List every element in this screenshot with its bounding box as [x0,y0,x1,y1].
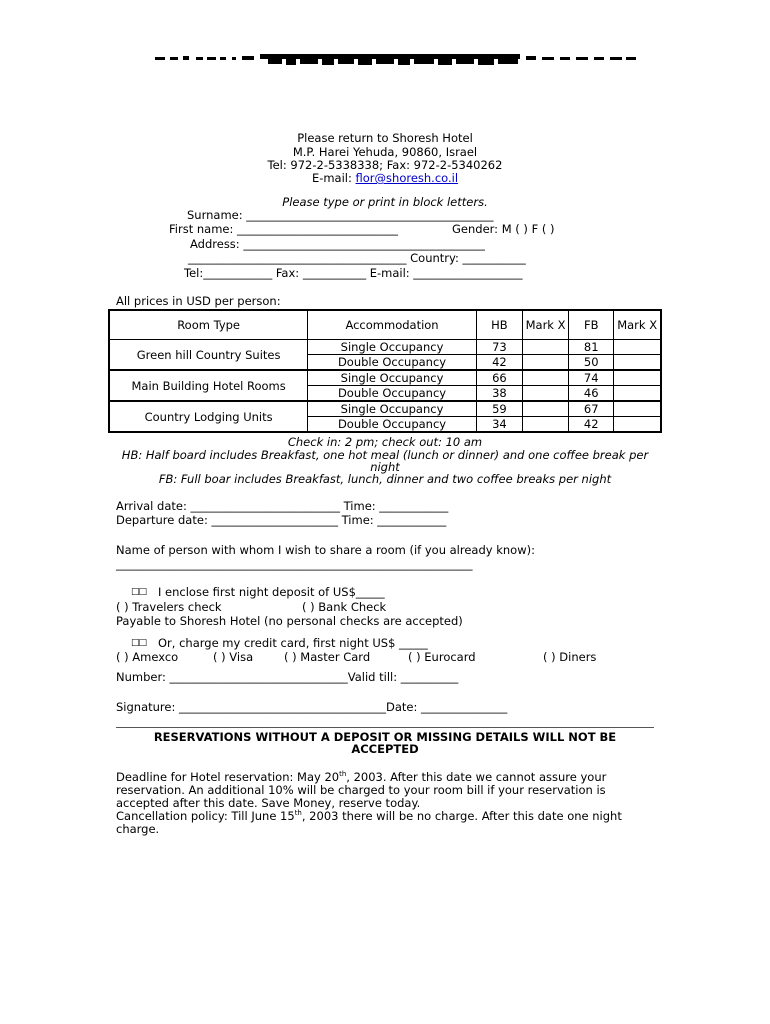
card-number-field[interactable]: Number: _______________________________Valid till: __________ [116,670,459,684]
hb-price: 38 [476,386,522,402]
mark-hb-checkbox[interactable] [522,386,568,402]
mark-hb-checkbox[interactable] [522,340,568,355]
room-type-cell: Country Lodging Units [109,401,308,432]
departure-date-field[interactable]: Departure date: ______________________ Time: ____________ [116,513,447,527]
fb-price: 50 [569,355,614,371]
hb-note-continued: night [370,460,400,474]
travelers-check-option[interactable]: ( ) Travelers check [116,600,222,614]
share-room-question: Name of person with whom I wish to share a room (if you already know): [116,543,535,557]
surname-field[interactable]: Surname: ___________________________________________ [187,208,494,222]
col-accommodation: Accommodation [308,310,477,340]
fb-price: 67 [569,401,614,417]
country-field[interactable]: ______________________________________ Country: ___________ [188,251,526,265]
deadline-line-3: accepted after this date. Save Money, reserve today. [116,796,421,810]
mark-hb-checkbox[interactable] [522,355,568,371]
prices-heading: All prices in USD per person: [116,294,281,308]
cancellation-line-2: charge. [116,822,160,836]
hb-price: 42 [476,355,522,371]
price-table [108,309,662,433]
share-room-field[interactable]: ______________________________________________________________ [116,557,473,571]
accommodation-cell: Double Occupancy [308,386,477,402]
deadline-line-2: reservation. An additional 10% will be charged to your room bill if your reservation is [116,783,606,797]
hb-note: HB: Half board includes Breakfast, one hot meal (lunch or dinner) and one coffee break per [121,448,649,462]
return-line: Please return to Shoresh Hotel [297,131,473,145]
accommodation-cell: Double Occupancy [308,355,477,371]
table-header-row [109,310,661,340]
instruction-text: Please type or print in block letters. [282,195,488,209]
checkin-note: Check in: 2 pm; check out: 10 am [287,435,483,449]
divider [116,727,654,728]
accommodation-cell: Single Occupancy [308,340,477,355]
mark-hb-checkbox[interactable] [522,370,568,386]
col-fb: FB [569,310,614,340]
garbled-title-banner [150,50,640,68]
mark-fb-checkbox[interactable] [614,340,661,355]
gender-field[interactable]: Gender: M ( ) F ( ) [452,222,555,236]
mastercard-option[interactable]: ( ) Master Card [284,650,371,664]
col-mark-hb: Mark X [522,310,568,340]
reservation-warning-continued: ACCEPTED [351,742,419,756]
credit-card-text: Or, charge my credit card, first night US$ _____ [158,636,428,650]
hb-price: 34 [476,417,522,433]
accommodation-cell: Double Occupancy [308,417,477,433]
fb-price: 46 [569,386,614,402]
accommodation-cell: Single Occupancy [308,401,477,417]
mark-fb-checkbox[interactable] [614,417,661,433]
signature-field[interactable]: Signature: ____________________________________Date: _______________ [116,700,508,714]
deposit-checkbox[interactable]: □□ [131,587,147,597]
email-label: E-mail: [311,171,356,185]
table-row [109,340,661,355]
payable-note: Payable to Shoresh Hotel (no personal checks are accepted) [116,614,463,628]
eurocard-option[interactable]: ( ) Eurocard [408,650,476,664]
mark-fb-checkbox[interactable] [614,401,661,417]
room-type-cell: Main Building Hotel Rooms [109,370,308,401]
bank-check-option[interactable]: ( ) Bank Check [302,600,387,614]
mark-hb-checkbox[interactable] [522,401,568,417]
hb-price: 66 [476,370,522,386]
credit-card-checkbox[interactable]: □□ [131,638,147,648]
hotel-email-line [0,171,770,185]
address-field[interactable]: Address: __________________________________________ [190,237,485,251]
email-link[interactable]: flor@shoresh.co.il [355,171,459,185]
table-row [109,370,661,386]
diners-option[interactable]: ( ) Diners [543,650,597,664]
mark-fb-checkbox[interactable] [614,386,661,402]
visa-option[interactable]: ( ) Visa [213,650,254,664]
hotel-address: M.P. Harei Yehuda, 90860, Israel [292,145,478,159]
room-type-cell: Green hill Country Suites [109,340,308,371]
contact-fields[interactable]: Tel:____________ Fax: ___________ E-mail: ___________________ [184,266,523,280]
hotel-phone-fax: Tel: 972-2-5338338; Fax: 972-2-5340262 [267,158,503,172]
mark-hb-checkbox[interactable] [522,417,568,433]
col-hb: HB [476,310,522,340]
fb-price: 42 [569,417,614,433]
mark-fb-checkbox[interactable] [614,370,661,386]
deposit-text: I enclose first night deposit of US$_____ [158,585,385,599]
fb-price: 81 [569,340,614,355]
first-name-field[interactable]: First name: ____________________________ [169,222,399,236]
col-room-type: Room Type [109,310,308,340]
reservation-warning: RESERVATIONS WITHOUT A DEPOSIT OR MISSING DETAILS WILL NOT BE [153,730,617,744]
deadline-line-1: Deadline for Hotel reservation: May 20th, 2003. After this date we cannot assure your [116,770,607,784]
arrival-date-field[interactable]: Arrival date: __________________________ Time: ____________ [116,499,449,513]
hb-price: 59 [476,401,522,417]
fb-note: FB: Full boar includes Breakfast, lunch, dinner and two coffee breaks per night [158,472,612,486]
col-mark-fb: Mark X [614,310,661,340]
cancellation-line-1: Cancellation policy: Till June 15th, 2003 there will be no charge. After this date one night [116,809,622,823]
table-row [109,401,661,417]
fb-price: 74 [569,370,614,386]
hb-price: 73 [476,340,522,355]
amexco-option[interactable]: ( ) Amexco [116,650,179,664]
accommodation-cell: Single Occupancy [308,370,477,386]
mark-fb-checkbox[interactable] [614,355,661,371]
